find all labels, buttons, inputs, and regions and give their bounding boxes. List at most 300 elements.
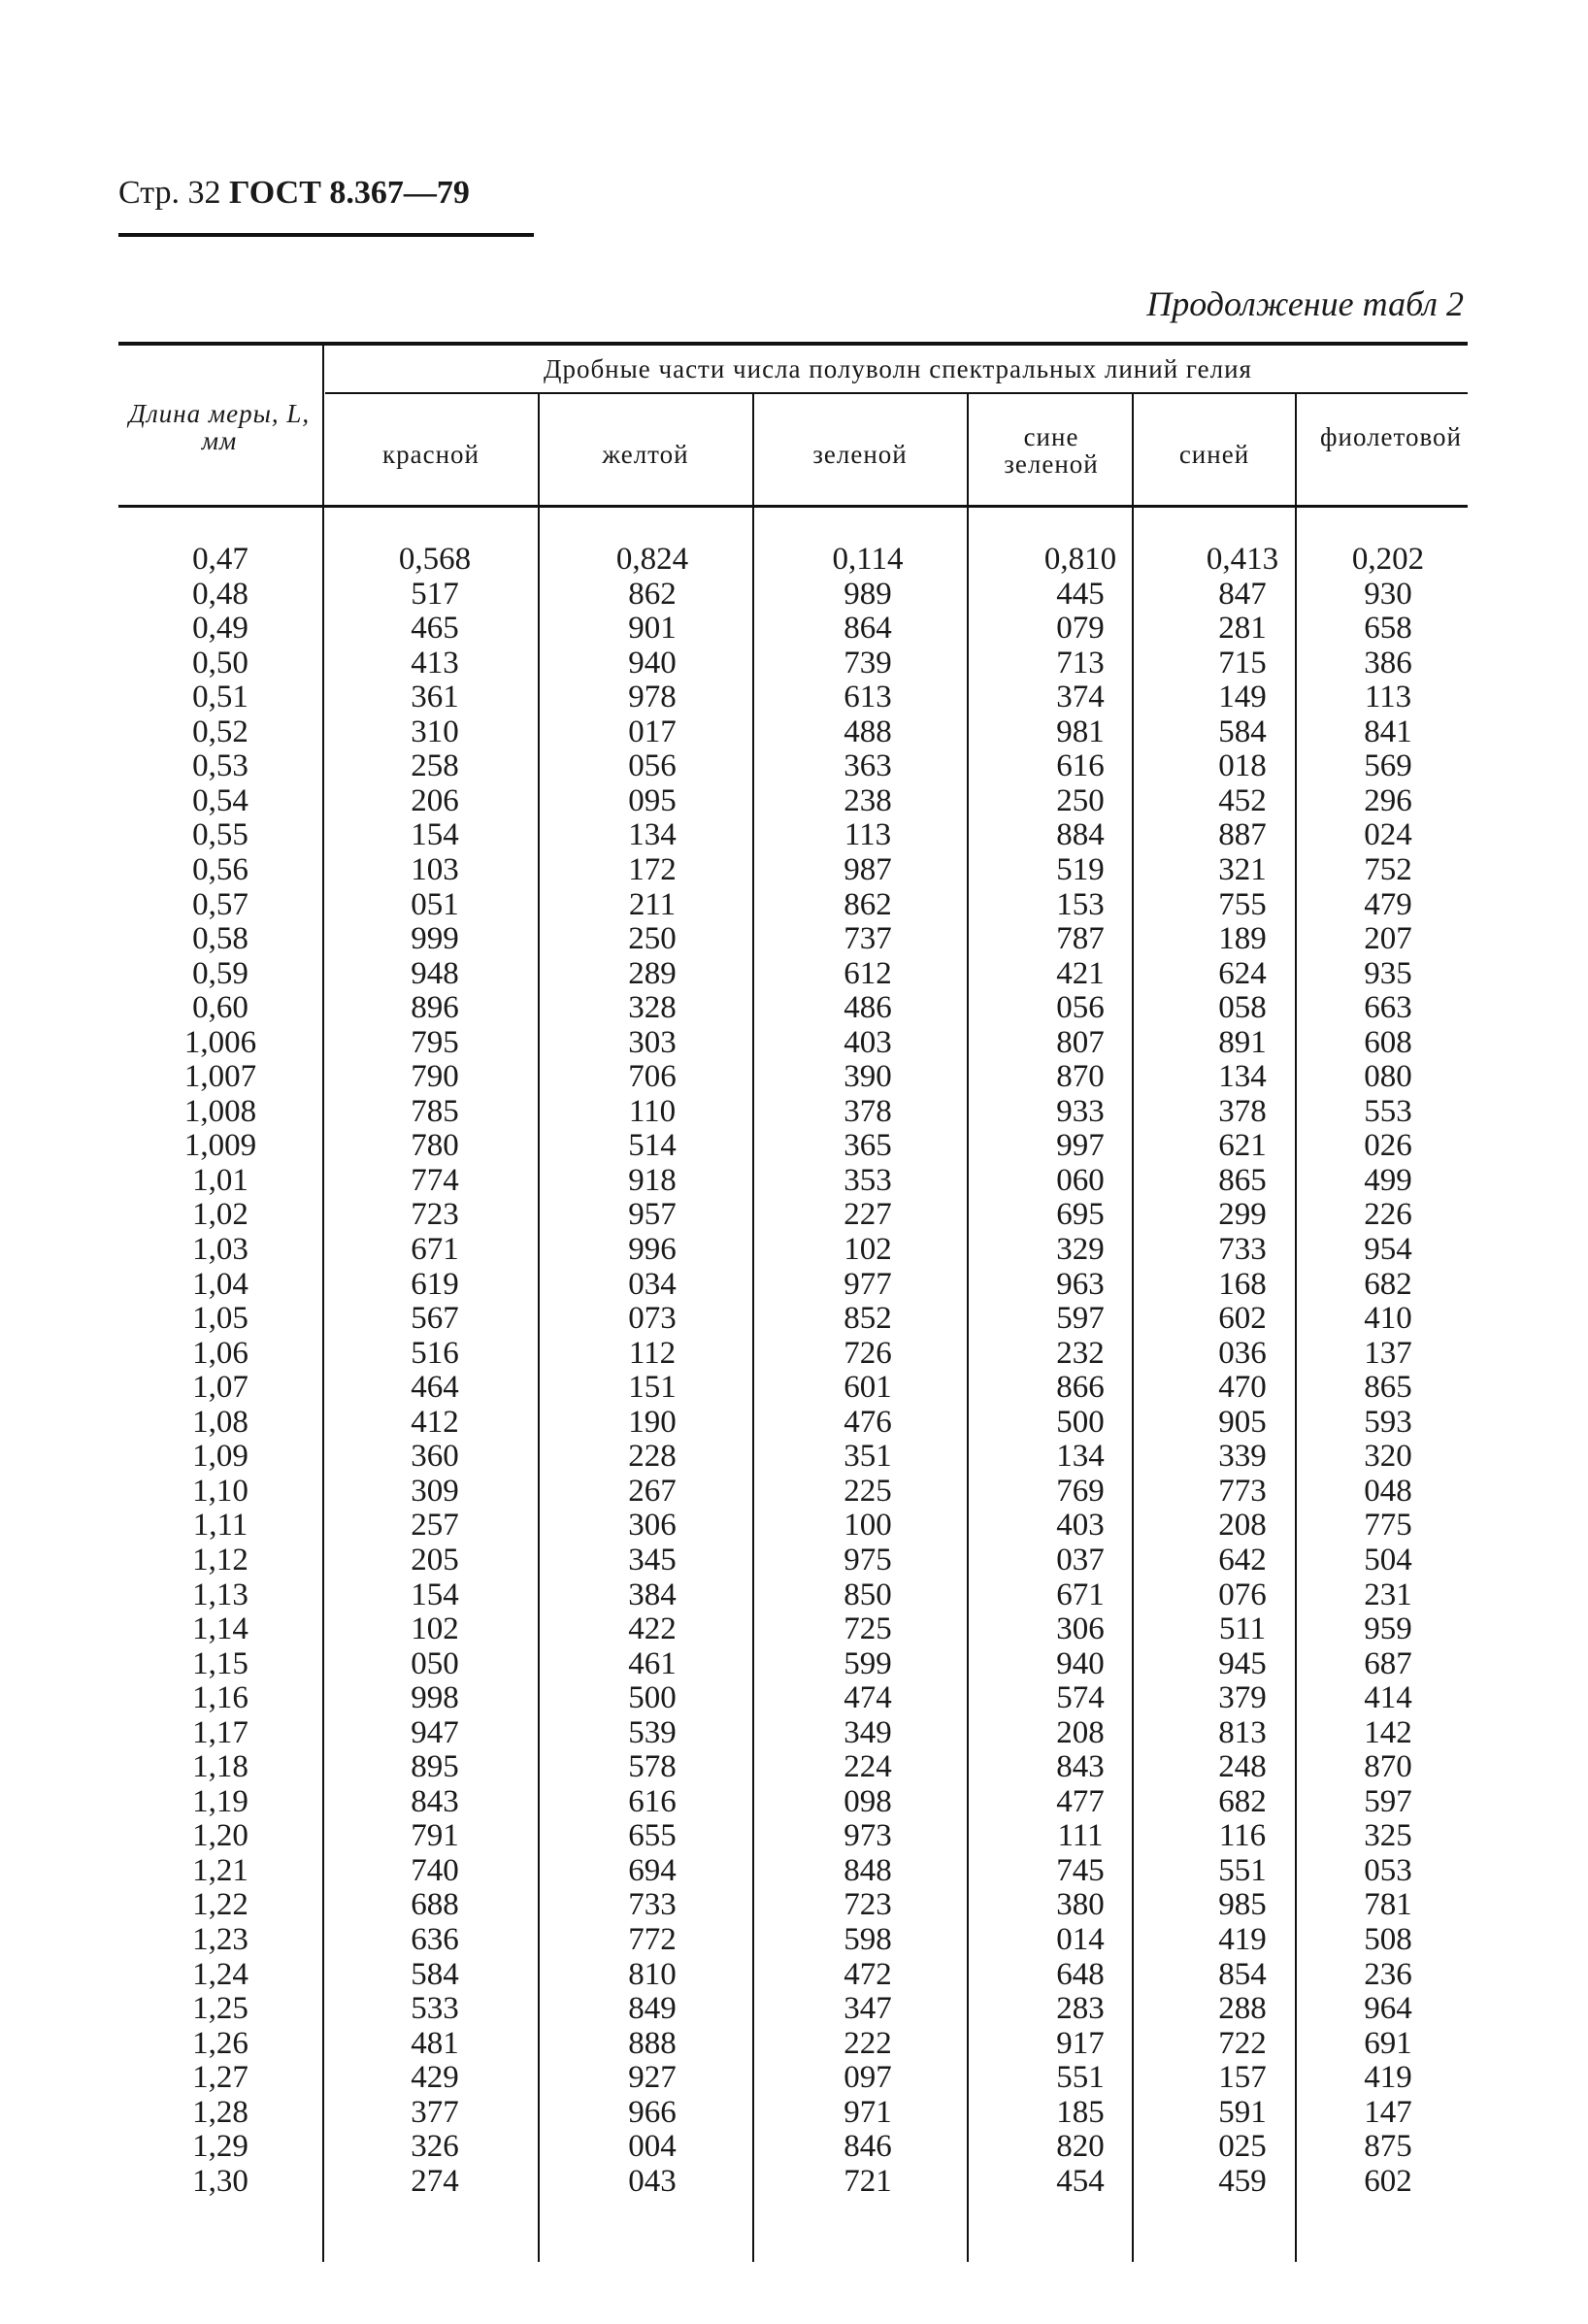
row-length: 1,007 bbox=[183, 1059, 257, 1095]
value-blue-green: 933 bbox=[1056, 1093, 1105, 1129]
value-yellow: 810 bbox=[628, 1956, 677, 1992]
row-length: 0,48 bbox=[192, 576, 248, 612]
value-red: 517 bbox=[411, 576, 459, 612]
value-red: 102 bbox=[411, 1611, 459, 1647]
table-row bbox=[0, 1887, 1588, 1922]
value-blue-green: 787 bbox=[1056, 921, 1105, 957]
value-blue: 945 bbox=[1218, 1645, 1267, 1681]
value-violet: 597 bbox=[1364, 1783, 1412, 1819]
value-blue-green: 208 bbox=[1056, 1714, 1105, 1750]
value-green: 349 bbox=[844, 1714, 892, 1750]
value-yellow: 303 bbox=[628, 1024, 677, 1060]
row-length: 0,54 bbox=[192, 782, 248, 818]
value-red: 361 bbox=[411, 680, 459, 715]
value-blue: 208 bbox=[1218, 1508, 1267, 1544]
table-row bbox=[0, 1128, 1588, 1163]
group-header: Дробные части числа полуволн спектральных линий гелия bbox=[544, 354, 1252, 383]
value-blue-green: 574 bbox=[1056, 1680, 1105, 1716]
value-violet: 325 bbox=[1364, 1818, 1412, 1854]
table-top-rule bbox=[118, 342, 1468, 346]
value-blue: 715 bbox=[1218, 645, 1267, 681]
value-green: 222 bbox=[844, 2025, 892, 2061]
value-yellow: 134 bbox=[628, 817, 677, 853]
value-red: 360 bbox=[411, 1439, 459, 1475]
table-row bbox=[0, 1749, 1588, 1784]
value-blue-green: 963 bbox=[1056, 1266, 1105, 1302]
value-blue: 025 bbox=[1218, 2129, 1267, 2165]
row-length: 0,57 bbox=[192, 886, 248, 922]
value-blue-green: 079 bbox=[1056, 611, 1105, 647]
value-violet: 935 bbox=[1364, 955, 1412, 991]
value-yellow: 422 bbox=[628, 1611, 677, 1647]
value-yellow: 694 bbox=[628, 1852, 677, 1888]
table-row bbox=[0, 1197, 1588, 1232]
value-blue: 682 bbox=[1218, 1783, 1267, 1819]
value-violet: 964 bbox=[1364, 1991, 1412, 2027]
table-row bbox=[0, 611, 1588, 646]
value-green: 351 bbox=[844, 1439, 892, 1475]
value-green: 0,114 bbox=[832, 542, 904, 577]
row-length: 0,59 bbox=[192, 955, 248, 991]
value-violet: 553 bbox=[1364, 1093, 1412, 1129]
row-length: 1,20 bbox=[192, 1818, 248, 1854]
value-blue-green: 671 bbox=[1056, 1577, 1105, 1612]
value-yellow: 289 bbox=[628, 955, 677, 991]
value-blue-green: 185 bbox=[1056, 2094, 1105, 2130]
table-row bbox=[0, 1025, 1588, 1060]
value-blue-green: 250 bbox=[1056, 782, 1105, 818]
value-red: 785 bbox=[411, 1093, 459, 1129]
value-blue: 773 bbox=[1218, 1473, 1267, 1509]
value-green: 613 bbox=[844, 680, 892, 715]
value-red: 948 bbox=[411, 955, 459, 991]
row-length: 1,13 bbox=[192, 1577, 248, 1612]
value-violet: 479 bbox=[1364, 886, 1412, 922]
row-length: 1,16 bbox=[192, 1680, 248, 1716]
value-violet: 026 bbox=[1364, 1128, 1412, 1164]
row-length: 1,10 bbox=[192, 1473, 248, 1509]
value-green: 365 bbox=[844, 1128, 892, 1164]
value-green: 862 bbox=[844, 886, 892, 922]
value-blue: 378 bbox=[1218, 1093, 1267, 1129]
value-blue-green: 454 bbox=[1056, 2163, 1105, 2199]
row-length: 1,008 bbox=[183, 1093, 257, 1129]
value-red: 412 bbox=[411, 1404, 459, 1440]
table-row bbox=[0, 1611, 1588, 1646]
table-row bbox=[0, 2060, 1588, 2095]
table-row bbox=[0, 1405, 1588, 1440]
value-green: 987 bbox=[844, 851, 892, 887]
table-row bbox=[0, 1957, 1588, 1992]
row-length: 1,19 bbox=[192, 1783, 248, 1819]
value-red: 481 bbox=[411, 2025, 459, 2061]
value-red: 205 bbox=[411, 1542, 459, 1577]
value-blue-green: 0,810 bbox=[1043, 542, 1117, 577]
value-blue-green: 477 bbox=[1056, 1783, 1105, 1819]
row-length: 0,53 bbox=[192, 748, 248, 784]
value-green: 390 bbox=[844, 1059, 892, 1095]
value-blue-green: 111 bbox=[1057, 1818, 1104, 1854]
table-row bbox=[0, 852, 1588, 887]
value-green: 403 bbox=[844, 1024, 892, 1060]
value-yellow: 073 bbox=[628, 1301, 677, 1337]
value-green: 975 bbox=[844, 1542, 892, 1577]
value-violet: 137 bbox=[1364, 1335, 1412, 1371]
value-blue: 985 bbox=[1218, 1887, 1267, 1923]
table-row bbox=[0, 1922, 1588, 1957]
value-blue: 642 bbox=[1218, 1542, 1267, 1577]
value-blue: 168 bbox=[1218, 1266, 1267, 1302]
value-green: 971 bbox=[844, 2094, 892, 2130]
value-yellow: 043 bbox=[628, 2163, 677, 2199]
value-yellow: 004 bbox=[628, 2129, 677, 2165]
value-blue: 288 bbox=[1218, 1991, 1267, 2027]
value-red: 671 bbox=[411, 1232, 459, 1267]
page-header bbox=[118, 175, 470, 212]
column-header-violet: фиолетовой bbox=[1320, 422, 1463, 451]
value-green: 363 bbox=[844, 748, 892, 784]
value-green: 353 bbox=[844, 1162, 892, 1198]
value-green: 472 bbox=[844, 1956, 892, 1992]
value-yellow: 228 bbox=[628, 1439, 677, 1475]
value-red: 309 bbox=[411, 1473, 459, 1509]
row-length: 1,11 bbox=[192, 1508, 248, 1544]
value-red: 326 bbox=[411, 2129, 459, 2165]
value-green: 739 bbox=[844, 645, 892, 681]
value-blue: 470 bbox=[1218, 1370, 1267, 1406]
value-blue-green: 745 bbox=[1056, 1852, 1105, 1888]
value-blue-green: 445 bbox=[1056, 576, 1105, 612]
value-blue-green: 056 bbox=[1056, 990, 1105, 1026]
value-blue-green: 866 bbox=[1056, 1370, 1105, 1406]
value-blue-green: 884 bbox=[1056, 817, 1105, 853]
value-red: 429 bbox=[411, 2060, 459, 2096]
value-red: 843 bbox=[411, 1783, 459, 1819]
value-yellow: 733 bbox=[628, 1887, 677, 1923]
value-blue: 602 bbox=[1218, 1301, 1267, 1337]
value-blue: 733 bbox=[1218, 1232, 1267, 1267]
value-red: 774 bbox=[411, 1162, 459, 1198]
value-red: 790 bbox=[411, 1059, 459, 1095]
table-row bbox=[0, 1474, 1588, 1509]
value-blue: 076 bbox=[1218, 1577, 1267, 1612]
value-yellow: 772 bbox=[628, 1922, 677, 1957]
value-yellow: 461 bbox=[628, 1645, 677, 1681]
table-row bbox=[0, 680, 1588, 714]
value-green: 598 bbox=[844, 1922, 892, 1957]
value-blue: 248 bbox=[1218, 1749, 1267, 1785]
value-violet: 602 bbox=[1364, 2163, 1412, 2199]
value-blue-green: 380 bbox=[1056, 1887, 1105, 1923]
value-green: 224 bbox=[844, 1749, 892, 1785]
value-violet: 410 bbox=[1364, 1301, 1412, 1337]
value-violet: 875 bbox=[1364, 2129, 1412, 2165]
value-red: 999 bbox=[411, 921, 459, 957]
row-length: 1,08 bbox=[192, 1404, 248, 1440]
header-underline bbox=[118, 233, 534, 237]
value-blue: 419 bbox=[1218, 1922, 1267, 1957]
value-red: 895 bbox=[411, 1749, 459, 1785]
value-red: 464 bbox=[411, 1370, 459, 1406]
value-blue-green: 519 bbox=[1056, 851, 1105, 887]
row-length: 1,04 bbox=[192, 1266, 248, 1302]
value-yellow: 110 bbox=[628, 1093, 677, 1129]
value-blue-green: 648 bbox=[1056, 1956, 1105, 1992]
value-blue-green: 014 bbox=[1056, 1922, 1105, 1957]
value-red: 947 bbox=[411, 1714, 459, 1750]
value-blue-green: 616 bbox=[1056, 748, 1105, 784]
value-red: 103 bbox=[411, 851, 459, 887]
value-yellow: 250 bbox=[628, 921, 677, 957]
value-yellow: 996 bbox=[628, 1232, 677, 1267]
value-blue: 116 bbox=[1218, 1818, 1267, 1854]
row-length: 1,05 bbox=[192, 1301, 248, 1337]
value-violet: 508 bbox=[1364, 1922, 1412, 1957]
value-blue: 339 bbox=[1218, 1439, 1267, 1475]
value-violet: 236 bbox=[1364, 1956, 1412, 1992]
value-green: 347 bbox=[844, 1991, 892, 2027]
value-blue: 621 bbox=[1218, 1128, 1267, 1164]
value-blue-green: 807 bbox=[1056, 1024, 1105, 1060]
value-yellow: 345 bbox=[628, 1542, 677, 1577]
value-blue: 511 bbox=[1218, 1611, 1267, 1647]
value-blue-green: 551 bbox=[1056, 2060, 1105, 2096]
value-yellow: 211 bbox=[628, 886, 677, 922]
value-red: 795 bbox=[411, 1024, 459, 1060]
value-yellow: 888 bbox=[628, 2025, 677, 2061]
row-length: 1,21 bbox=[192, 1852, 248, 1888]
value-red: 780 bbox=[411, 1128, 459, 1164]
row-length: 1,03 bbox=[192, 1232, 248, 1267]
value-green: 599 bbox=[844, 1645, 892, 1681]
value-blue: 321 bbox=[1218, 851, 1267, 887]
row-length: 0,56 bbox=[192, 851, 248, 887]
row-length: 0,55 bbox=[192, 817, 248, 853]
value-yellow: 957 bbox=[628, 1197, 677, 1233]
value-violet: 499 bbox=[1364, 1162, 1412, 1198]
value-blue: 722 bbox=[1218, 2025, 1267, 2061]
value-red: 258 bbox=[411, 748, 459, 784]
value-green: 098 bbox=[844, 1783, 892, 1819]
value-red: 051 bbox=[411, 886, 459, 922]
table-row bbox=[0, 2095, 1588, 2130]
value-green: 102 bbox=[844, 1232, 892, 1267]
table-row bbox=[0, 1543, 1588, 1577]
value-blue-green: 060 bbox=[1056, 1162, 1105, 1198]
table-row bbox=[0, 1370, 1588, 1405]
value-violet: 865 bbox=[1364, 1370, 1412, 1406]
table-row bbox=[0, 817, 1588, 852]
value-green: 852 bbox=[844, 1301, 892, 1337]
value-green: 100 bbox=[844, 1508, 892, 1544]
value-green: 488 bbox=[844, 714, 892, 749]
table-continuation-label: Продолжение табл 2 bbox=[1146, 284, 1464, 323]
value-green: 601 bbox=[844, 1370, 892, 1406]
row-length: 1,17 bbox=[192, 1714, 248, 1750]
value-green: 850 bbox=[844, 1577, 892, 1612]
value-red: 567 bbox=[411, 1301, 459, 1337]
value-green: 486 bbox=[844, 990, 892, 1026]
row-length: 0,50 bbox=[192, 645, 248, 681]
table-row bbox=[0, 577, 1588, 612]
value-yellow: 901 bbox=[628, 611, 677, 647]
row-length: 0,51 bbox=[192, 680, 248, 715]
value-green: 848 bbox=[844, 1852, 892, 1888]
value-green: 476 bbox=[844, 1404, 892, 1440]
value-red: 998 bbox=[411, 1680, 459, 1716]
table-row bbox=[0, 1232, 1588, 1267]
value-blue: 584 bbox=[1218, 714, 1267, 749]
value-blue-green: 981 bbox=[1056, 714, 1105, 749]
row-length: 1,006 bbox=[183, 1024, 257, 1060]
value-yellow: 151 bbox=[628, 1370, 677, 1406]
row-length: 0,49 bbox=[192, 611, 248, 647]
table-row bbox=[0, 956, 1588, 991]
value-blue: 887 bbox=[1218, 817, 1267, 853]
table-row bbox=[0, 1439, 1588, 1474]
value-violet: 296 bbox=[1364, 782, 1412, 818]
row-length: 1,06 bbox=[192, 1335, 248, 1371]
row-length: 1,30 bbox=[192, 2163, 248, 2199]
value-blue: 551 bbox=[1218, 1852, 1267, 1888]
table-row bbox=[0, 2129, 1588, 2164]
value-violet: 682 bbox=[1364, 1266, 1412, 1302]
value-red: 896 bbox=[411, 990, 459, 1026]
value-green: 864 bbox=[844, 611, 892, 647]
row-length: 1,02 bbox=[192, 1197, 248, 1233]
row-length: 1,01 bbox=[192, 1162, 248, 1198]
value-yellow: 978 bbox=[628, 680, 677, 715]
value-yellow: 578 bbox=[628, 1749, 677, 1785]
value-violet: 775 bbox=[1364, 1508, 1412, 1544]
value-yellow: 927 bbox=[628, 2060, 677, 2096]
value-blue: 847 bbox=[1218, 576, 1267, 612]
value-violet: 504 bbox=[1364, 1542, 1412, 1577]
value-blue: 134 bbox=[1218, 1059, 1267, 1095]
value-violet: 207 bbox=[1364, 921, 1412, 957]
value-violet: 691 bbox=[1364, 2025, 1412, 2061]
value-yellow: 172 bbox=[628, 851, 677, 887]
value-violet: 419 bbox=[1364, 2060, 1412, 2096]
row-length: 0,60 bbox=[192, 990, 248, 1026]
value-blue: 891 bbox=[1218, 1024, 1267, 1060]
value-blue-green: 153 bbox=[1056, 886, 1105, 922]
value-yellow: 706 bbox=[628, 1059, 677, 1095]
column-header-blue-green: сине зеленой bbox=[1004, 422, 1099, 479]
value-yellow: 966 bbox=[628, 2094, 677, 2130]
column-header-blue: синей bbox=[1178, 440, 1250, 469]
value-violet: 320 bbox=[1364, 1439, 1412, 1475]
value-blue-green: 283 bbox=[1056, 1991, 1105, 2027]
value-blue: 281 bbox=[1218, 611, 1267, 647]
value-violet: 752 bbox=[1364, 851, 1412, 887]
table-row bbox=[0, 990, 1588, 1025]
value-yellow: 112 bbox=[628, 1335, 677, 1371]
value-violet: 024 bbox=[1364, 817, 1412, 853]
column-header-green: зеленой bbox=[812, 440, 908, 469]
value-red: 723 bbox=[411, 1197, 459, 1233]
row-length: 1,14 bbox=[192, 1611, 248, 1647]
table-row bbox=[0, 1784, 1588, 1819]
table-row bbox=[0, 1715, 1588, 1750]
table-row bbox=[0, 714, 1588, 749]
value-violet: 414 bbox=[1364, 1680, 1412, 1716]
value-green: 723 bbox=[844, 1887, 892, 1923]
table-row bbox=[0, 1301, 1588, 1336]
row-length: 1,23 bbox=[192, 1922, 248, 1957]
table-row bbox=[0, 1646, 1588, 1681]
table-row bbox=[0, 783, 1588, 818]
value-yellow: 190 bbox=[628, 1404, 677, 1440]
value-blue-green: 329 bbox=[1056, 1232, 1105, 1267]
value-yellow: 267 bbox=[628, 1473, 677, 1509]
value-yellow: 862 bbox=[628, 576, 677, 612]
value-blue-green: 374 bbox=[1056, 680, 1105, 715]
row-length: 1,27 bbox=[192, 2060, 248, 2096]
table-row bbox=[0, 1991, 1588, 2026]
value-yellow: 500 bbox=[628, 1680, 677, 1716]
value-blue: 058 bbox=[1218, 990, 1267, 1026]
table-row bbox=[0, 1818, 1588, 1853]
value-blue-green: 306 bbox=[1056, 1611, 1105, 1647]
row-length: 1,25 bbox=[192, 1991, 248, 2027]
value-blue: 905 bbox=[1218, 1404, 1267, 1440]
value-green: 846 bbox=[844, 2129, 892, 2165]
value-violet: 147 bbox=[1364, 2094, 1412, 2130]
value-blue-green: 500 bbox=[1056, 1404, 1105, 1440]
value-blue-green: 713 bbox=[1056, 645, 1105, 681]
row-header-length: Длина меры, L, мм bbox=[128, 399, 311, 455]
value-blue-green: 769 bbox=[1056, 1473, 1105, 1509]
value-blue-green: 403 bbox=[1056, 1508, 1105, 1544]
value-blue: 299 bbox=[1218, 1197, 1267, 1233]
value-yellow: 616 bbox=[628, 1783, 677, 1819]
standard-code: ГОСТ 8.367—79 bbox=[229, 175, 470, 211]
page-number: Стр. 32 bbox=[118, 175, 221, 211]
value-yellow: 655 bbox=[628, 1818, 677, 1854]
value-blue-green: 917 bbox=[1056, 2025, 1105, 2061]
table-row bbox=[0, 1508, 1588, 1543]
value-green: 113 bbox=[844, 817, 892, 853]
value-blue-green: 997 bbox=[1056, 1128, 1105, 1164]
row-length: 1,29 bbox=[192, 2129, 248, 2165]
value-violet: 113 bbox=[1364, 680, 1412, 715]
value-violet: 954 bbox=[1364, 1232, 1412, 1267]
value-green: 726 bbox=[844, 1335, 892, 1371]
value-red: 050 bbox=[411, 1645, 459, 1681]
value-blue-green: 843 bbox=[1056, 1749, 1105, 1785]
value-blue-green: 421 bbox=[1056, 955, 1105, 991]
value-blue: 459 bbox=[1218, 2163, 1267, 2199]
row-length: 1,15 bbox=[192, 1645, 248, 1681]
value-green: 378 bbox=[844, 1093, 892, 1129]
value-violet: 687 bbox=[1364, 1645, 1412, 1681]
value-yellow: 328 bbox=[628, 990, 677, 1026]
value-blue: 379 bbox=[1218, 1680, 1267, 1716]
value-violet: 0,202 bbox=[1351, 542, 1425, 577]
value-violet: 608 bbox=[1364, 1024, 1412, 1060]
value-yellow: 056 bbox=[628, 748, 677, 784]
value-blue: 624 bbox=[1218, 955, 1267, 991]
row-length: 1,22 bbox=[192, 1887, 248, 1923]
value-blue: 813 bbox=[1218, 1714, 1267, 1750]
row-length: 0,47 bbox=[192, 542, 248, 577]
value-violet: 959 bbox=[1364, 1611, 1412, 1647]
value-red: 154 bbox=[411, 817, 459, 853]
table-row bbox=[0, 1680, 1588, 1715]
row-length: 1,28 bbox=[192, 2094, 248, 2130]
value-red: 413 bbox=[411, 645, 459, 681]
